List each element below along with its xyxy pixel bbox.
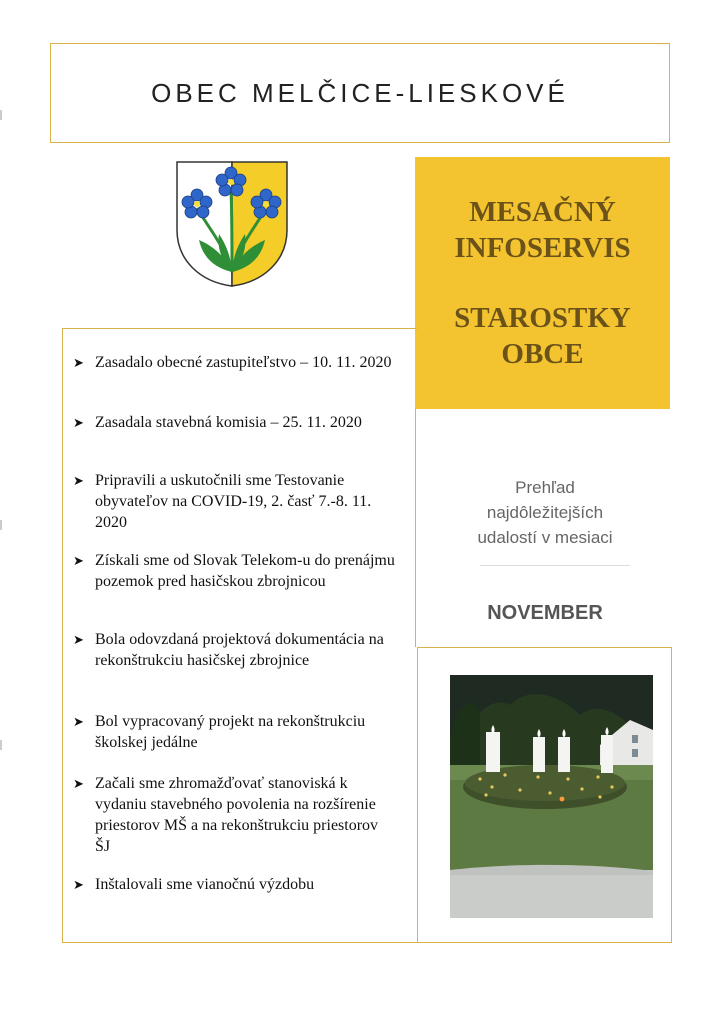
overview-subtitle [430,475,660,550]
event-item [73,874,395,895]
page-title: OBEC MELČICE-LIESKOVÉ [151,77,569,108]
event-item [73,352,395,373]
arrow-bullet-icon: ➤ [73,355,84,370]
subtitle-line-3: udalostí v mesiaci [477,528,613,547]
event-text: Získali sme od Slovak Telekom-u do prenájmu pozemok pred hasičskou zbrojnicou [95,552,395,590]
arrow-bullet-icon: ➤ [73,553,84,568]
event-text: Začali sme zhromažďovať stanoviská k vydaniu stavebného povolenia na rozšírenie priestorov MŠ a na rekonštrukciu priestorov ŠJ [95,775,379,855]
event-text: Inštalovali sme vianočnú výzdobu [95,876,315,893]
title-box [50,43,670,143]
event-text: Bol vypracovaný projekt na rekonštrukciu školskej jedálne [95,713,366,751]
event-text: Pripravili a uskutočnili sme Testovanie obyvateľov na COVID-19, 2. časť 7.-8. 11. 2020 [95,472,372,531]
arrow-bullet-icon: ➤ [73,877,84,892]
subtitle-line-1: Prehľad [515,478,575,497]
event-text: Bola odovzdaná projektová dokumentácia na rekonštrukciu hasičskej zbrojnice [95,631,384,669]
subtitle-line-2: najdôležitejších [486,503,604,522]
subtitle-divider [480,565,630,566]
scan-mark [0,520,2,530]
scan-mark [0,740,2,750]
event-item [73,550,395,592]
month-label: NOVEMBER [487,602,603,624]
event-item [73,412,395,433]
scan-mark [0,110,2,120]
event-item [73,711,395,753]
arrow-bullet-icon: ➤ [73,714,84,729]
advent-wreath-photo-icon [450,675,653,918]
arrow-bullet-icon: ➤ [73,632,84,647]
event-item [73,470,395,533]
banner-line-3: STAROSTKY [454,302,631,334]
arrow-bullet-icon: ➤ [73,473,84,488]
arrow-bullet-icon: ➤ [73,776,84,791]
event-item [73,629,395,671]
infoservis-banner [415,157,670,409]
event-item [73,773,395,857]
arrow-bullet-icon: ➤ [73,415,84,430]
event-text: Zasadalo obecné zastupiteľstvo – 10. 11. 2020 [95,354,392,371]
banner-line-1: MESAČNÝ [469,196,616,228]
banner-line-2: INFOSERVIS [454,232,631,264]
coat-of-arms-flowers-icon [175,160,289,290]
event-text: Zasadala stavebná komisia – 25. 11. 2020 [95,414,362,431]
banner-line-4: OBCE [501,338,584,370]
